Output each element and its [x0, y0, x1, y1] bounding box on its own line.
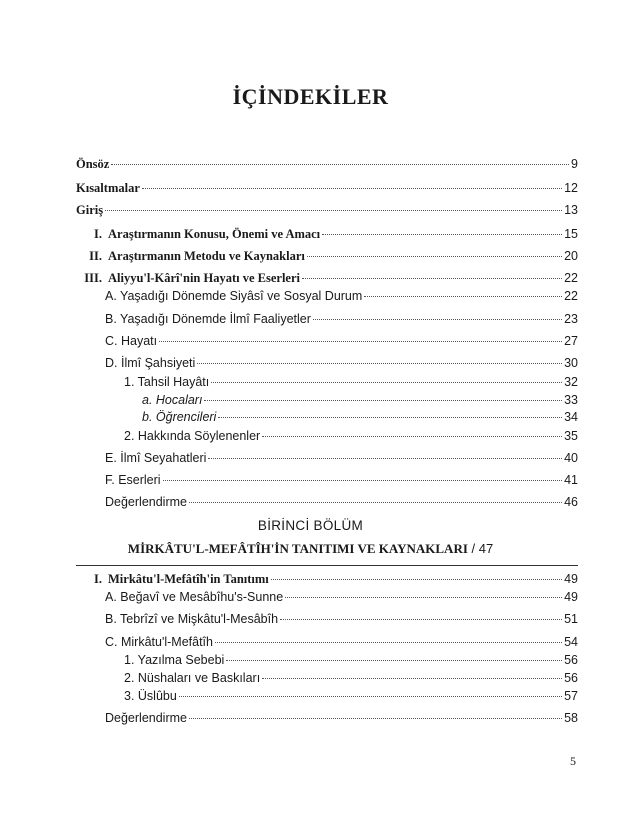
- toc-entry-label: Araştırmanın Konusu, Önemi ve Amacı: [108, 227, 321, 241]
- dot-leader: [226, 660, 562, 661]
- toc-entry: [124, 651, 578, 669]
- section-page: / 47: [467, 541, 494, 556]
- toc-entry-label: A. Beğavî ve Mesâbîhu's-Sunne: [105, 590, 284, 604]
- dot-leader: [189, 718, 562, 719]
- toc-entry-page: 41: [564, 473, 578, 487]
- dot-leader: [197, 363, 562, 364]
- toc-entry: [105, 310, 578, 328]
- toc-entry-label: E. İlmî Seyahatleri: [105, 451, 207, 465]
- toc-entry-page: 27: [564, 334, 578, 348]
- dot-leader: [159, 341, 562, 342]
- toc-entry-label: Mirkâtu'l-Mefâtîh'in Tanıtımı: [108, 572, 269, 586]
- toc-entry-page: 54: [564, 635, 578, 649]
- toc-entry-page: 22: [564, 271, 578, 285]
- toc-entry-label: Değerlendirme: [105, 495, 187, 509]
- toc-entry-page: 33: [564, 393, 578, 407]
- dot-leader: [262, 678, 562, 679]
- dot-leader: [215, 642, 562, 643]
- dot-leader: [307, 256, 562, 257]
- toc-entry: [105, 610, 578, 628]
- toc-entry-label: 2. Nüshaları ve Baskıları: [124, 671, 261, 685]
- toc-entry-label: Kısaltmalar: [76, 181, 140, 195]
- dot-leader: [364, 296, 562, 297]
- dot-leader: [313, 319, 562, 320]
- dot-leader: [285, 597, 562, 598]
- page-title: İÇİNDEKİLER: [232, 84, 389, 109]
- dot-leader: [142, 188, 562, 189]
- dot-leader: [105, 210, 562, 211]
- toc-entry: [105, 332, 578, 350]
- toc-entry-label: C. Mirkâtu'l-Mefâtîh: [105, 635, 213, 649]
- toc-entry-label: 1. Yazılma Sebebi: [124, 653, 225, 667]
- toc-entry: [76, 570, 578, 588]
- toc-entry: [105, 449, 578, 467]
- toc-entry-page: 57: [564, 689, 578, 703]
- toc-entry-label: D. İlmî Şahsiyeti: [105, 356, 196, 370]
- toc-entry-page: 58: [564, 711, 578, 725]
- toc-entry-page: 12: [564, 181, 578, 195]
- toc-entry: [76, 179, 578, 197]
- toc-entry-page: 22: [564, 289, 578, 303]
- dot-leader: [322, 234, 562, 235]
- toc-entry-label: B. Yaşadığı Dönemde İlmî Faaliyetler: [105, 312, 311, 326]
- toc-entry-page: 56: [564, 671, 578, 685]
- toc-entry-page: 46: [564, 495, 578, 509]
- toc-entry-page: 32: [564, 375, 578, 389]
- toc-entry: [76, 247, 578, 265]
- toc-entry-page: 49: [564, 572, 578, 586]
- toc-entry-label: 3. Üslûbu: [124, 689, 177, 703]
- dot-leader: [208, 458, 562, 459]
- toc-entry: [76, 225, 578, 243]
- toc-entry-page: 15: [564, 227, 578, 241]
- toc-entry: [105, 287, 578, 305]
- section-title: MİRKÂTU'L-MEFÂTÎH'İN TANITIMI VE KAYNAKLARI: [127, 541, 468, 556]
- toc-entry-label: B. Tebrîzî ve Mişkâtu'l-Mesâbîh: [105, 612, 279, 626]
- toc-entry-label: Giriş: [76, 203, 104, 217]
- toc-entry-label: a. Hocaları: [142, 393, 203, 407]
- section-heading: BİRİNCİ BÖLÜM: [257, 518, 364, 533]
- toc-entry: [105, 493, 578, 511]
- toc-entry: [105, 471, 578, 489]
- toc-entry: [142, 391, 578, 409]
- dot-leader: [271, 579, 562, 580]
- toc-entry-page: 40: [564, 451, 578, 465]
- toc-entry-label: Önsöz: [76, 157, 110, 171]
- dot-leader: [189, 502, 562, 503]
- toc-entry: [76, 269, 578, 287]
- toc-entry: [124, 373, 578, 391]
- toc-entry-label: 2. Hakkında Söylenenler: [124, 429, 261, 443]
- toc-entry-number: II.: [89, 249, 102, 263]
- toc-entry-page: 49: [564, 590, 578, 604]
- toc-entry-number: III.: [84, 271, 102, 285]
- toc-entry: [105, 588, 578, 606]
- toc-entry-page: 56: [564, 653, 578, 667]
- toc-entry-label: Araştırmanın Metodu ve Kaynakları: [108, 249, 305, 263]
- toc-entry-label: Aliyyu'l-Kârî'nin Hayatı ve Eserleri: [108, 271, 300, 285]
- toc-entry-page: 20: [564, 249, 578, 263]
- dot-leader: [302, 278, 562, 279]
- toc-entry-page: 35: [564, 429, 578, 443]
- toc-entry-number: I.: [94, 227, 102, 241]
- page-number: 5: [570, 754, 576, 768]
- toc-entry-page: 34: [564, 410, 578, 424]
- dot-leader: [111, 164, 569, 165]
- toc-entry-page: 13: [564, 203, 578, 217]
- toc-entry: [124, 687, 578, 705]
- toc-entry-page: 51: [564, 612, 578, 626]
- dot-leader: [218, 417, 562, 418]
- toc-entry: [124, 427, 578, 445]
- toc-entry-number: I.: [94, 572, 102, 586]
- dot-leader: [179, 696, 562, 697]
- toc-entry-label: 1. Tahsil Hayâtı: [124, 375, 210, 389]
- section-divider: [76, 565, 578, 566]
- toc-entry-page: 9: [571, 157, 578, 171]
- toc-entry-label: Değerlendirme: [105, 711, 187, 725]
- toc-entry-label: b. Öğrencileri: [142, 410, 217, 424]
- toc-entry-label: A. Yaşadığı Dönemde Siyâsî ve Sosyal Durum: [105, 289, 363, 303]
- toc-entry: [142, 408, 578, 426]
- toc-entry-label: F. Eserleri: [105, 473, 161, 487]
- toc-entry-page: 23: [564, 312, 578, 326]
- toc-entry-page: 30: [564, 356, 578, 370]
- dot-leader: [262, 436, 562, 437]
- toc-entry-label: C. Hayatı: [105, 334, 158, 348]
- toc-entry: [105, 354, 578, 372]
- dot-leader: [280, 619, 562, 620]
- dot-leader: [204, 400, 562, 401]
- toc-entry: [124, 669, 578, 687]
- dot-leader: [163, 480, 563, 481]
- toc-entry: [105, 709, 578, 727]
- dot-leader: [211, 382, 562, 383]
- toc-entry: [76, 201, 578, 219]
- toc-entry: [105, 633, 578, 651]
- toc-entry: [76, 155, 578, 173]
- section-title-line: [0, 541, 621, 557]
